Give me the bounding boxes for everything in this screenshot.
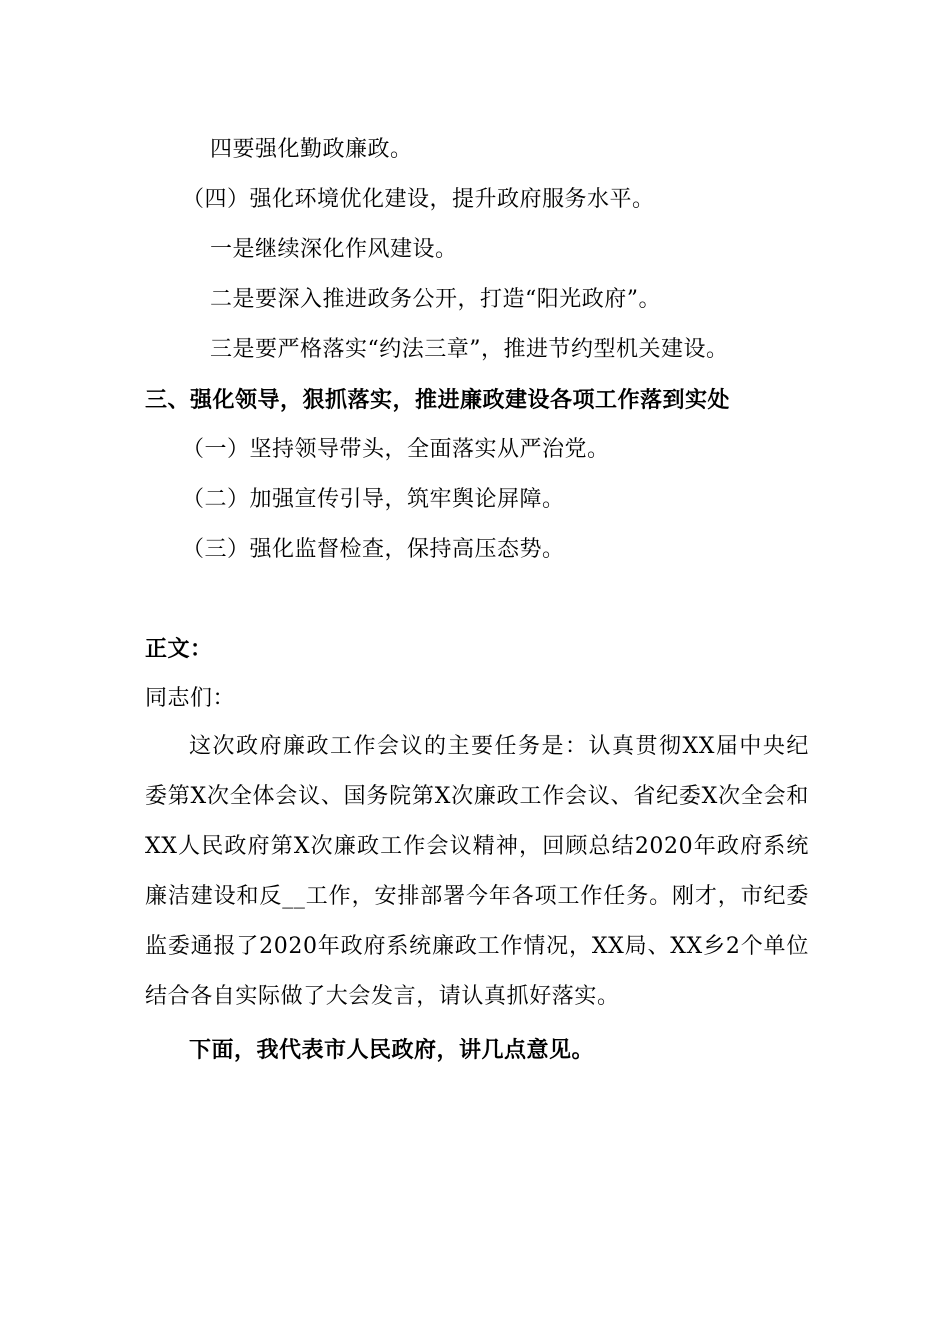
section-item-2: （二）加强宣传引导，筑牢舆论屏障。: [182, 487, 565, 512]
outline-line-5: 三是要严格落实“约法三章”，推进节约型机关建设。: [210, 337, 729, 362]
outline-line-1: 四要强化勤政廉政。: [210, 137, 413, 162]
closing-line: 下面，我代表市人民政府，讲几点意见。: [189, 1037, 595, 1063]
body-paragraph: 这次政府廉政工作会议的主要任务是：认真贯彻XX届中央纪委第X次全体会议、国务院第X次廉政工作会议、省纪委X次全会和XX人民政府第X次廉政工作会议精神，回顾总结2020年政府系统廉洁建设和反__工作，安排部署今年各项工作任务。刚才，市纪委监委通报了2020年政府系统廉政工作情况，XX局、XX乡2个单位结合各自实际做了大会发言，请认真抓好落实。: [145, 734, 809, 1009]
section-item-3: （三）强化监督检查，保持高压态势。: [182, 537, 565, 562]
outline-line-3: 一是继续深化作风建设。: [210, 237, 458, 262]
outline-line-2: （四）强化环境优化建设，提升政府服务水平。: [182, 187, 655, 212]
section-item-1: （一）坚持领导带头，全面落实从严治党。: [182, 437, 610, 462]
section-heading: 三、强化领导，狠抓落实，推进廉政建设各项工作落到实处: [145, 387, 731, 413]
body-label: 正文：: [145, 636, 213, 662]
salutation: 同志们：: [145, 686, 236, 711]
outline-line-4: 二是要深入推进政务公开，打造“阳光政府”。: [210, 287, 661, 312]
